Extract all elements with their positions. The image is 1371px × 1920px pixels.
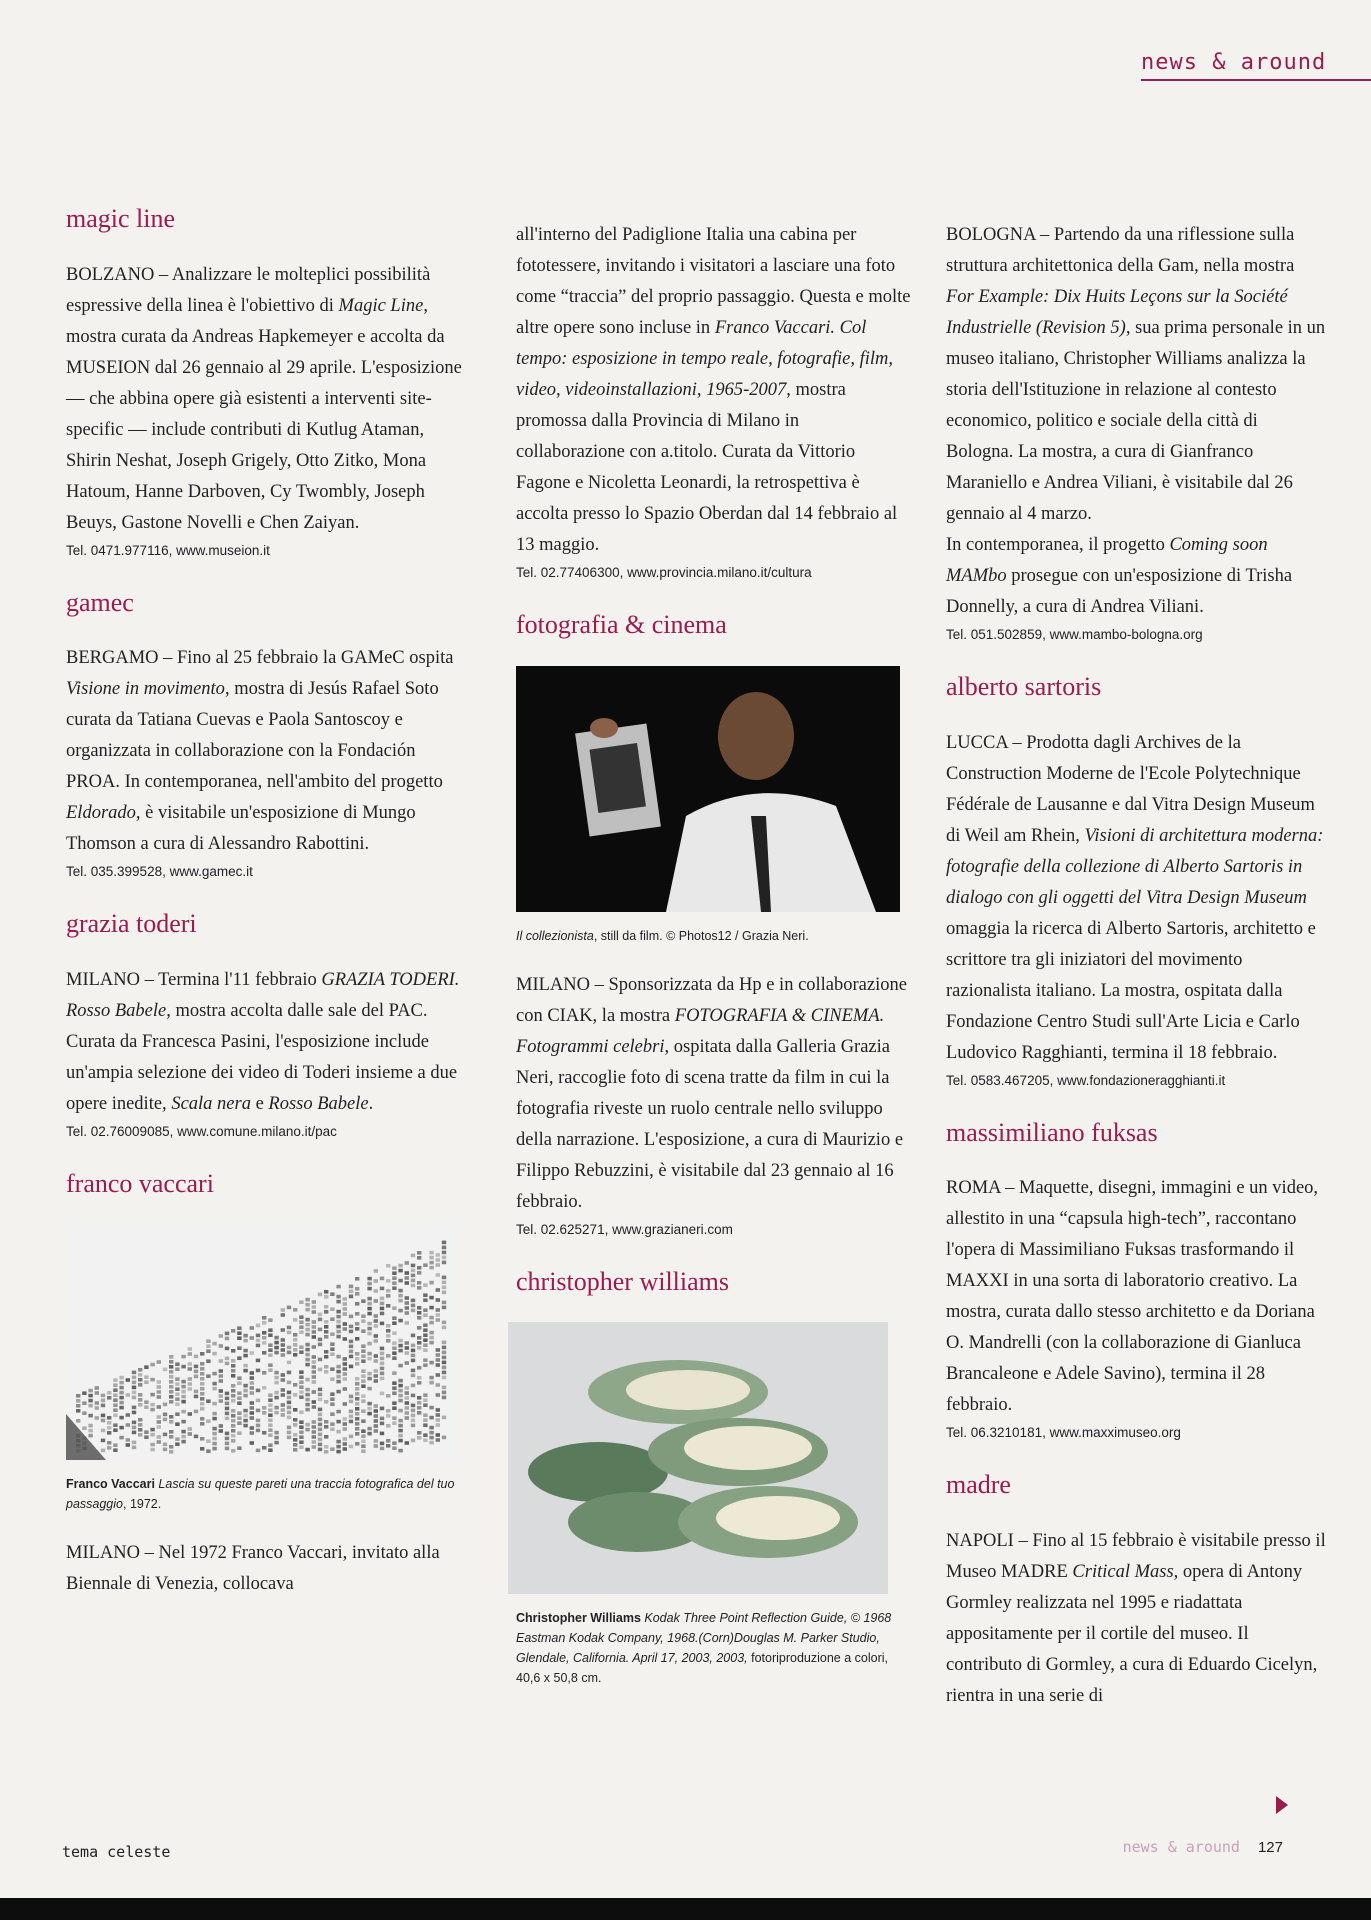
article-contact: Tel. 06.3210181, www.maxximuseo.org [946, 1425, 1181, 1441]
photo-corn-still-life [508, 1322, 888, 1594]
article-body: BERGAMO – Fino al 25 febbraio la GAMeC ospita Visione in movimento, mostra di Jesús Rafael Soto curata da Tatiana Cuevas e Paola Santoscoy e organizzata in collaborazione con la Fondación PROA. In contemporanea, nell'ambito del progetto Eldorado, è visitabile un'esposizione di Mungo Thomson a cura di Alessandro Rabottini. [66, 648, 454, 855]
article-contact: Tel. 0471.977116, www.museion.it [66, 542, 270, 558]
article-christopher-williams-image [516, 1268, 912, 1689]
article-title: magic line [66, 204, 176, 233]
article-contact: Tel. 0583.467205, www.fondazioneragghianti.it [946, 1072, 1226, 1088]
photo-caption: Franco Vaccari Lascia su queste pareti una traccia fotografica del tuo passaggio, 1972. [66, 1477, 455, 1512]
photo-caption: Christopher Williams Kodak Three Point Reflection Guide, © 1968 Eastman Kodak Company, 1968.(Corn)Douglas M. Parker Studio, Glendale, California. April 17, 2003, 2003, fotoriproduzione a colori, 40,6 x 50,8 cm. [516, 1611, 892, 1686]
column-3 [946, 220, 1326, 1712]
article-massimiliano-fuksas [946, 1119, 1326, 1444]
article-fotografia-cinema [516, 611, 912, 1240]
article-magic-line [66, 205, 466, 561]
column-2 [516, 220, 912, 1712]
article-title: grazia toderi [66, 909, 197, 939]
article-title: alberto sartoris [946, 672, 1102, 701]
column-1 [66, 205, 466, 1600]
article-christopher-williams [946, 220, 1326, 645]
article-alberto-sartoris [946, 673, 1326, 1091]
article-contact: Tel. 02.76009085, www.comune.milano.it/pac [66, 1123, 337, 1139]
article-franco-vaccari-continued [516, 220, 912, 583]
article-body: NAPOLI – Fino al 15 febbraio è visitabile presso il Museo MADRE Critical Mass, opera di Antony Gormley realizzata nel 1995 e riadattata appositamente per il cortile del museo. Il contributo di Gormley, a cura di Eduardo Cicelyn, rientra in una serie di [946, 1530, 1326, 1706]
article-body: BOLOGNA – Partendo da una riflessione sulla struttura architettonica della Gam, nella mostra For Example: Dix Huits Leçons sur la Société Industrielle (Revision 5), sua prima personale in un museo italiano, Christopher Williams analizza la storia dell'Istituzione in relazione al contesto economico, politico e sociale della città di Bologna. La mostra, a cura di Gianfranco Maraniello e Andrea Viliani, è visitabile dal 26 gennaio al 4 marzo. In contemporanea, il progetto Coming soon MAMbo prosegue con un'esposizione di Trisha Donnelly, a cura di Andrea Viliani. [946, 225, 1326, 617]
photo-caption: Il collezionista, still da film. © Photos12 / Grazia Neri. [516, 928, 809, 943]
continue-arrow-icon [1276, 1796, 1288, 1814]
article-contact: Tel. 035.399528, www.gamec.it [66, 864, 253, 880]
article-madre [946, 1471, 1326, 1712]
article-body: all'interno del Padiglione Italia una cabina per fototessere, invitando i visitatori a lasciare una foto come “traccia” del proprio passaggio. Questa e molte altre opere sono incluse in Franco Vaccari. Col tempo: esposizione in tempo reale, fotografie, film, video, videoinstallazioni, 1965-2007, mostra promossa dalla Provincia di Milano in collaborazione con a.titolo. Curata da Vittorio Fagone e Nicoletta Leonardi, la retrospettiva è accolta presso lo Spazio Oberdan dal 14 febbraio al 13 maggio. [516, 225, 911, 555]
photo-collezionista-still [516, 666, 900, 912]
article-grazia-toderi [66, 910, 466, 1142]
article-contact: Tel. 051.502859, www.mambo-bologna.org [946, 627, 1203, 642]
footer-section: news & around 127 [1122, 1838, 1283, 1856]
scan-edge [0, 1898, 1371, 1920]
article-body: LUCCA – Prodotta dagli Archives de la Construction Moderne de l'Ecole Polytechnique Fédérale de Lausanne e dal Vitra Design Museum di Weil am Rhein, Visioni di architettura moderna: fotografie della collezione di Alberto Sartoris in dialogo con gli oggetti del Vitra Design Museum omaggia la ricerca di Alberto Sartoris, architetto e scrittore tra gli iniziatori del movimento razionalista italiano. La mostra, ospitata dalla Fondazione Centro Studi sull'Arte Licia e Carlo Ludovico Ragghianti, termina il 18 febbraio. [946, 732, 1324, 1063]
article-contact: Tel. 02.625271, www.grazianeri.com [516, 1221, 733, 1237]
article-title: franco vaccari [66, 1168, 214, 1198]
article-title: massimiliano fuksas [946, 1117, 1158, 1147]
article-title: gamec [66, 587, 134, 617]
article-title: madre [946, 1470, 1011, 1500]
article-body: MILANO – Nel 1972 Franco Vaccari, invitato alla Biennale di Venezia, collocava [66, 1543, 440, 1595]
article-gamec [66, 589, 466, 883]
article-title: christopher williams [516, 1266, 730, 1296]
footer-magazine-name: tema celeste [62, 1843, 171, 1861]
article-body: MILANO – Sponsorizzata da Hp e in collaborazione con CIAK, la mostra FOTOGRAFIA & CINEMA. Fotogrammi celebri, ospitata dalla Galleria Grazia Neri, raccoglie foto di scena tratte da film in cui la fotografia riveste un ruolo centrale nello sviluppo della narrazione. L'esposizione, a cura di Maurizio e Filippo Rebuzzini, è visitabile dal 23 gennaio al 16 febbraio. [516, 974, 907, 1212]
running-head: news & around [1141, 50, 1371, 81]
article-body: BOLZANO – Analizzare le molteplici possibilità espressive della linea è l'obiettivo di Magic Line, mostra curata da Andreas Hapkemeyer e accolta da MUSEION dal 26 gennaio al 29 aprile. L'esposizione — che abbina opere già esistenti a interventi site-specific — include contributi di Kutlug Ataman, Shirin Neshat, Joseph Grigely, Otto Zitko, Mona Hatoum, Hanne Darboven, Cy Twombly, Joseph Beuys, Gastone Novelli e Chen Zaiyan. [66, 264, 462, 533]
article-body: ROMA – Maquette, disegni, immagini e un video, allestito in una “capsula high-tech”, raccontano l'opera di Massimiliano Fuksas trasformando il MAXXI in una sorta di laboratorio creativo. La mostra, curata dallo stesso architetto e da Doriana O. Mandrelli (con la collaborazione di Gianluca Brancaleone e Adele Savino), termina il 28 febbraio. [946, 1178, 1319, 1416]
article-title: fotografia & cinema [516, 610, 727, 639]
article-franco-vaccari [66, 1170, 466, 1601]
photo-vaccari-wall [66, 1224, 458, 1460]
article-body: MILANO – Termina l'11 febbraio GRAZIA TODERI. Rosso Babele, mostra accolta dalle sale del PAC. Curata da Francesca Pasini, l'esposizione include un'ampia selezione dei video di Toderi insieme a due opere inedite, Scala nera e Rosso Babele. [66, 969, 460, 1114]
article-contact: Tel. 02.77406300, www.provincia.milano.it/cultura [516, 565, 812, 580]
page-number: 127 [1257, 1839, 1283, 1856]
